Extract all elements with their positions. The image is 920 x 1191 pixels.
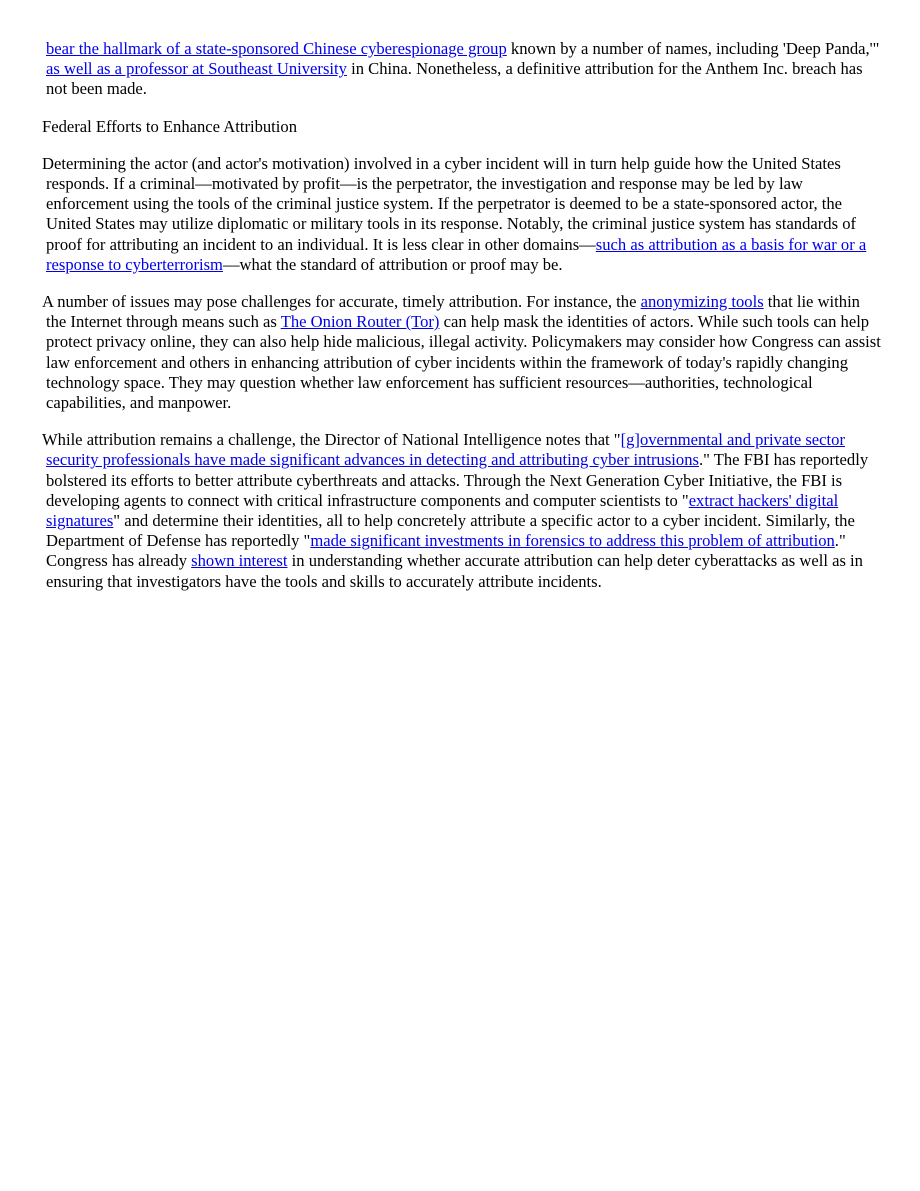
link-southeast-university[interactable]: as well as a professor at Southeast University	[46, 59, 347, 79]
paragraph-determining-actor	[42, 154, 882, 275]
paragraph-text: —what the standard of attribution or proof may be.	[222, 254, 563, 274]
paragraph-challenges	[42, 292, 882, 413]
paragraph-text: A number of issues may pose challenges for accurate, timely attribution. For instance, the	[42, 292, 641, 312]
section-heading: Federal Efforts to Enhance Attribution	[42, 116, 297, 136]
document-body	[42, 39, 882, 609]
link-onion-router[interactable]: The Onion Router (Tor)	[280, 312, 440, 332]
link-state-sponsored-group[interactable]: bear the hallmark of a state-sponsored Chinese cyberespionage group	[46, 39, 507, 58]
link-attribution-war[interactable]: such as attribution as a basis for war or a response to cyberterrorism	[46, 234, 867, 274]
paragraph-text: in China. Nonetheless, a definitive attribution for the Anthem Inc. breach has not been made.	[46, 59, 863, 99]
link-anonymizing-tools[interactable]: anonymizing tools	[640, 292, 764, 312]
paragraph-text: Determining the actor (and actor's motivation) involved in a cyber incident will in turn help guide how the United States responds. If a criminal—motivated by profit—is the perpetrator, the investigation and response may be led by law enforcement using the tools of the criminal justice system. If the perpetrator is deemed to be a state-sponsored actor, the United States may utilize diplomatic or military tools in its response. Notably, the criminal justice system has standards of proof for attributing an incident to an individual. It is less clear in other domains—	[42, 153, 857, 254]
link-shown-interest[interactable]: shown interest	[191, 551, 288, 571]
link-digital-signatures[interactable]: extract hackers' digital signatures	[46, 490, 839, 531]
paragraph-text: known by a number of names, including 'Deep Panda,'"	[506, 39, 880, 58]
paragraph-text: " and determine their identities, all to help concretely attribute a specific actor to a cyber incident. Similarly, the Department of Defense has reportedly "	[46, 511, 855, 551]
paragraph-text: can help mask the identities of actors. While such tools can help protect privacy online, they can also help hide malicious, illegal activity. Policymakers may consider how Congress can assist law enforcement and others in enhancing attribution of cyber incidents within the framework of today's rapidly changing technology space. They may question whether law enforcement has sufficient resources—authorities, technological capabilities, and manpower.	[46, 312, 881, 413]
paragraph-text: While attribution remains a challenge, the Director of National Intelligence notes that "	[42, 430, 621, 450]
paragraph-anthem-attribution	[42, 39, 882, 100]
link-dni-statement[interactable]: [g]overnmental and private sector security professionals have made significant advances in detecting and attributing cyber intrusions	[46, 430, 845, 470]
paragraph-text: that lie within the Internet through means such as	[46, 292, 860, 332]
link-forensics-investments[interactable]: made significant investments in forensics to address this problem of attribution	[310, 531, 835, 551]
paragraph-text: ." The FBI has reportedly bolstered its efforts to better attribute cyberthreats and attacks. Through the Next Generation Cyber Initiative, the FBI is developing agents to connect with critical infrastructure components and computer scientists to "	[46, 450, 869, 510]
paragraph-federal-efforts	[42, 430, 882, 592]
paragraph-text: ." Congress has already	[46, 531, 846, 571]
paragraph-text: in understanding whether accurate attribution can help deter cyberattacks as well as in ensuring that investigators have the tools and skills to accurately attribute incidents.	[46, 551, 863, 591]
